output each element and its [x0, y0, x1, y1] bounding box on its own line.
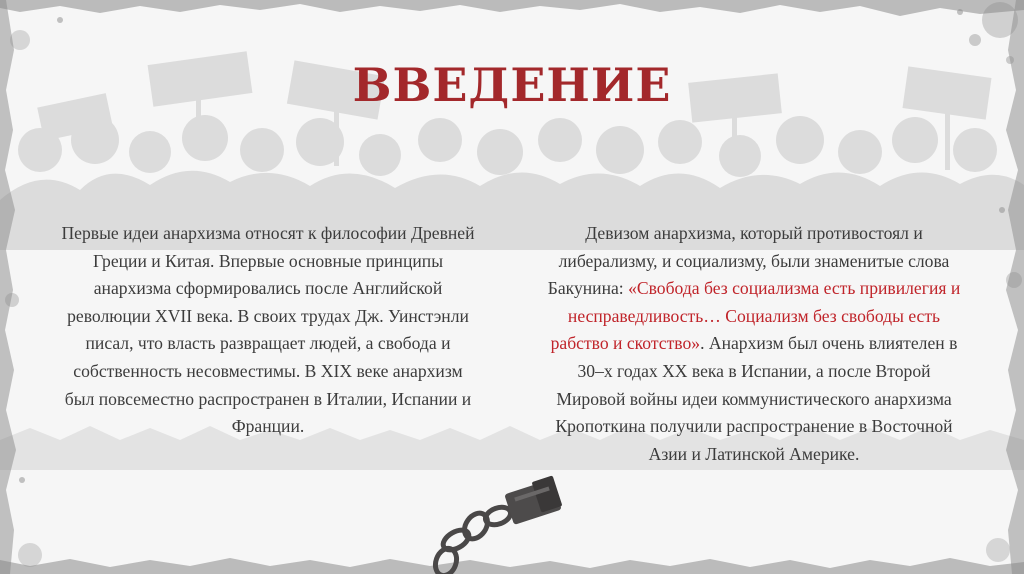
right-column-outro: . Анархизм был очень влиятелен в 30–х годах XX века в Испании, а после Второй Мировой войны идеи коммунистического анархизма Кропоткина получили распространение в Восточной Азии и Латинской Америке. — [555, 333, 958, 464]
right-text-column — [544, 220, 964, 468]
left-text-column — [58, 220, 478, 441]
right-column-intro: Девизом анархизма, который противостоял и либерализму, и социализму, были знаменитые слова Бакунина: — [547, 223, 950, 299]
broken-chain-icon — [418, 470, 568, 574]
slide-title: ВВЕДЕНИЕ — [352, 58, 672, 112]
bakunin-quote: «Свобода без социализма есть привилегия и несправедливость… Социализм без свободы есть рабство и скотство» — [550, 278, 961, 354]
left-column-text: Первые идеи анархизма относят к философии Древней Греции и Китая. Впервые основные принципы анархизма сформировались после Английской революции XVII века. В своих трудах Дж. Уинстэнли писал, что власть развращает людей, а свобода и собственность несовместимы. В XIX веке анархизм был повсеместно распространен в Италии, Испании и Франции. — [61, 223, 475, 437]
